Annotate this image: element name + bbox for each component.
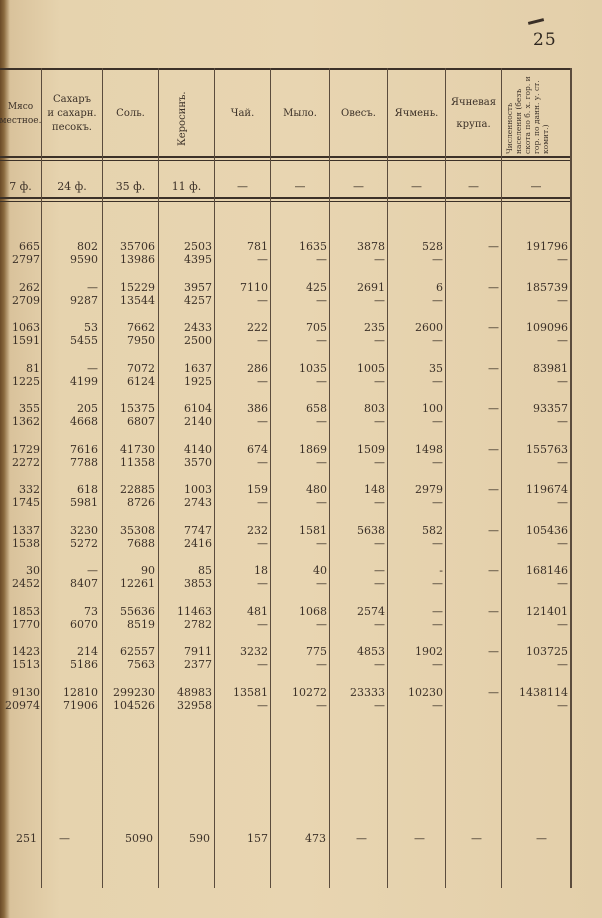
cell-salt-r12-l2: 104526 — [113, 698, 155, 712]
cell-salt-r3-l1: 7662 — [127, 321, 155, 334]
cell-barley-r11-l2: — — [432, 658, 443, 671]
footer-cell-oats: — — [356, 832, 367, 845]
cell-meat-r11-l1: 1423 — [12, 645, 40, 658]
cell-oats-r2-l2: — — [374, 293, 385, 307]
cell-population-r12-l1: 1438114 — [519, 685, 568, 699]
cell-soap-r2-l1: 425 — [306, 280, 327, 294]
cell-meat-r7-l2: 1745 — [12, 496, 40, 509]
cell-meat-r5-l2: 1362 — [12, 415, 40, 428]
cell-soap-r11-l1: 775 — [306, 645, 327, 658]
cell-barley-r1-l2: — — [432, 253, 443, 266]
cell-meat-r9-l1: 30 — [26, 564, 40, 577]
cell-oats-r1-l2: — — [374, 253, 385, 266]
cell-salt-r7-l2: 8726 — [127, 496, 155, 509]
cell-barley-groats-r12-l1: — — [488, 685, 499, 699]
cell-meat-r8-l2: 1538 — [12, 536, 40, 550]
cell-soap-r9-l2: — — [316, 577, 327, 590]
cell-barley-r12-l1: 10230 — [408, 685, 443, 699]
cell-soap-r10-l2: — — [316, 617, 327, 631]
cell-salt-r7-l1: 22885 — [120, 483, 155, 496]
cell-meat-r2-l2: 2709 — [12, 293, 40, 307]
units-bottom-border — [0, 197, 572, 199]
cell-sugar-r9-l1: — — [87, 564, 98, 577]
cell-population-r10-l1: 121401 — [526, 604, 568, 618]
cell-barley-r9-l2: — — [432, 577, 443, 590]
cell-barley-r1-l1: 528 — [422, 240, 443, 253]
cell-meat-r5-l1: 355 — [19, 402, 40, 415]
cell-sugar-r8-l1: 3230 — [70, 523, 98, 537]
unit-sugar: 24 ф. — [57, 180, 87, 193]
cell-barley-groats-r4-l1: — — [488, 361, 499, 375]
cell-population-r8-l2: — — [557, 536, 568, 550]
cell-kerosene-r9-l2: 3853 — [184, 577, 212, 590]
cell-barley-r4-l1: 35 — [429, 361, 443, 375]
cell-salt-r3-l2: 7950 — [127, 334, 155, 347]
cell-kerosene-r3-l2: 2500 — [184, 334, 212, 347]
cell-meat-r4-l1: 81 — [26, 361, 40, 375]
cell-salt-r4-l2: 6124 — [127, 374, 155, 388]
cell-tea-r10-l1: 481 — [247, 604, 268, 618]
unit-barley-groats: — — [468, 180, 479, 193]
cell-barley-r6-l2: — — [432, 455, 443, 469]
unit-salt: 35 ф. — [115, 180, 146, 193]
cell-tea-r9-l1: 18 — [254, 564, 268, 577]
unit-barley: — — [411, 180, 422, 193]
cell-barley-r12-l2: — — [432, 698, 443, 712]
unit-population: — — [530, 180, 542, 193]
cell-kerosene-r5-l1: 6104 — [184, 402, 212, 415]
cell-salt-r5-l2: 6807 — [127, 415, 155, 428]
cell-salt-r6-l1: 41730 — [120, 442, 155, 456]
unit-kerosene: 11 ф. — [171, 180, 202, 193]
cell-kerosene-r11-l1: 7911 — [184, 645, 212, 658]
cell-tea-r12-l1: 13581 — [233, 685, 268, 699]
cell-tea-r10-l2: — — [257, 617, 268, 631]
cell-barley-r3-l1: 2600 — [415, 321, 443, 334]
cell-kerosene-r11-l2: 2377 — [184, 658, 212, 671]
cell-meat-r1-l1: 665 — [19, 240, 40, 253]
cell-population-r9-l1: 168146 — [526, 564, 568, 577]
cell-sugar-r11-l1: 214 — [77, 645, 98, 658]
cell-population-r4-l1: 83981 — [533, 361, 568, 375]
cell-soap-r7-l1: 480 — [306, 483, 327, 496]
cell-oats-r1-l1: 3878 — [357, 240, 385, 253]
cell-sugar-r6-l2: 7788 — [70, 455, 98, 469]
cell-tea-r8-l2: — — [257, 536, 268, 550]
header-barley-groats: Ячневая крупа. — [450, 97, 497, 130]
cell-barley-r9-l1: - — [439, 564, 443, 577]
cell-sugar-r6-l1: 7616 — [70, 442, 98, 456]
cell-kerosene-r5-l2: 2140 — [184, 415, 212, 428]
cell-salt-r6-l2: 11358 — [120, 455, 155, 469]
cell-oats-r3-l1: 235 — [364, 321, 385, 334]
unit-oats: — — [353, 180, 364, 193]
cell-salt-r5-l1: 15375 — [120, 402, 155, 415]
cell-barley-r6-l1: 1498 — [415, 442, 443, 456]
cell-oats-r12-l1: 23333 — [350, 685, 385, 699]
table-top-border — [0, 68, 572, 70]
page-number: 25 — [533, 30, 557, 50]
cell-soap-r6-l2: — — [316, 455, 327, 469]
cell-meat-r11-l2: 1513 — [12, 658, 40, 671]
cell-tea-r4-l2: — — [257, 374, 268, 388]
cell-population-r8-l1: 105436 — [526, 523, 568, 537]
cell-population-r2-l2: — — [557, 293, 568, 307]
cell-population-r10-l2: — — [557, 617, 568, 631]
cell-salt-r2-l1: 15229 — [120, 280, 155, 294]
cell-salt-r11-l2: 7563 — [127, 658, 155, 671]
cell-soap-r6-l1: 1869 — [299, 442, 327, 456]
cell-soap-r10-l1: 1068 — [299, 604, 327, 618]
cell-kerosene-r4-l2: 1925 — [184, 374, 212, 388]
cell-population-r5-l2: — — [557, 415, 568, 428]
cell-tea-r11-l2: — — [257, 658, 268, 671]
cell-kerosene-r1-l1: 2503 — [184, 240, 212, 253]
cell-sugar-r4-l1: — — [87, 361, 98, 375]
cell-barley-groats-r7-l1: — — [488, 483, 499, 496]
cell-barley-r7-l1: 2979 — [415, 483, 443, 496]
cell-kerosene-r10-l1: 11463 — [177, 604, 212, 618]
cell-meat-r2-l1: 262 — [19, 280, 40, 294]
cell-sugar-r12-l2: 71906 — [63, 698, 98, 712]
cell-kerosene-r12-l1: 48983 — [177, 685, 212, 699]
cell-meat-r10-l2: 1770 — [12, 617, 40, 631]
cell-oats-r8-l2: — — [374, 536, 385, 550]
cell-soap-r2-l2: — — [316, 293, 327, 307]
ink-mark — [528, 18, 544, 25]
cell-barley-r5-l2: — — [432, 415, 443, 428]
cell-population-r11-l1: 103725 — [526, 645, 568, 658]
cell-oats-r12-l2: — — [374, 698, 385, 712]
cell-oats-r11-l1: 4853 — [357, 645, 385, 658]
unit-soap: — — [294, 180, 306, 193]
cell-barley-groats-r2-l1: — — [488, 280, 499, 294]
cell-sugar-r3-l2: 5455 — [70, 334, 98, 347]
cell-meat-r6-l2: 2272 — [12, 455, 40, 469]
cell-tea-r1-l1: 781 — [247, 240, 268, 253]
cell-population-r4-l2: — — [557, 374, 568, 388]
cell-oats-r11-l2: — — [374, 658, 385, 671]
cell-population-r11-l2: — — [557, 658, 568, 671]
cell-soap-r9-l1: 40 — [313, 564, 327, 577]
cell-salt-r2-l2: 13544 — [120, 293, 155, 307]
cell-oats-r5-l1: 803 — [364, 402, 385, 415]
col-sep-10 — [570, 68, 572, 888]
units-bottom-border-2 — [0, 201, 572, 202]
cell-soap-r8-l2: — — [316, 536, 327, 550]
cell-population-r3-l2: — — [557, 334, 568, 347]
cell-soap-r5-l2: — — [316, 415, 327, 428]
cell-population-r12-l2: — — [557, 698, 568, 712]
cell-salt-r9-l2: 12261 — [120, 577, 155, 590]
cell-population-r6-l2: — — [557, 455, 568, 469]
cell-barley-r10-l1: — — [432, 604, 443, 618]
header-bottom-border-2 — [0, 160, 572, 161]
cell-sugar-r2-l2: 9287 — [70, 293, 98, 307]
cell-kerosene-r2-l2: 4257 — [184, 293, 212, 307]
cell-population-r5-l1: 93357 — [533, 402, 568, 415]
cell-tea-r7-l1: 159 — [247, 483, 268, 496]
cell-kerosene-r9-l1: 85 — [198, 564, 212, 577]
footer-cell-sugar: — — [59, 832, 70, 845]
footer-cell-salt: 5090 — [125, 832, 153, 845]
cell-sugar-r7-l2: 5981 — [70, 496, 98, 509]
cell-sugar-r5-l1: 205 — [77, 402, 98, 415]
footer-cell-kerosene: 590 — [189, 832, 210, 845]
cell-salt-r11-l1: 62557 — [120, 645, 155, 658]
header-meat: Мясо местное. — [0, 102, 42, 126]
cell-tea-r2-l2: — — [257, 293, 268, 307]
cell-oats-r4-l1: 1005 — [357, 361, 385, 375]
header-sugar: Сахаръ и сахарн. песокъ. — [47, 94, 97, 133]
cell-meat-r3-l2: 1591 — [12, 334, 40, 347]
cell-soap-r3-l2: — — [316, 334, 327, 347]
cell-soap-r8-l1: 1581 — [299, 523, 327, 537]
cell-barley-r2-l2: — — [432, 293, 443, 307]
cell-sugar-r1-l2: 9590 — [70, 253, 98, 266]
cell-salt-r4-l1: 7072 — [127, 361, 155, 375]
cell-salt-r8-l1: 35308 — [120, 523, 155, 537]
cell-meat-r10-l1: 1853 — [12, 604, 40, 618]
cell-sugar-r10-l1: 73 — [84, 604, 98, 618]
cell-oats-r4-l2: — — [374, 374, 385, 388]
cell-kerosene-r1-l2: 4395 — [184, 253, 212, 266]
cell-tea-r5-l1: 386 — [247, 402, 268, 415]
footer-cell-barley: — — [414, 832, 425, 845]
cell-kerosene-r8-l2: 2416 — [184, 536, 212, 550]
footer-cell-soap: 473 — [305, 832, 326, 845]
header-bottom-border — [0, 156, 572, 158]
cell-population-r9-l2: — — [557, 577, 568, 590]
cell-kerosene-r7-l1: 1003 — [184, 483, 212, 496]
cell-oats-r10-l2: — — [374, 617, 385, 631]
cell-soap-r12-l2: — — [316, 698, 327, 712]
cell-oats-r10-l1: 2574 — [357, 604, 385, 618]
cell-salt-r1-l1: 35706 — [120, 240, 155, 253]
cell-barley-groats-r3-l1: — — [488, 321, 499, 334]
cell-oats-r7-l2: — — [374, 496, 385, 509]
cell-sugar-r1-l1: 802 — [77, 240, 98, 253]
cell-kerosene-r7-l2: 2743 — [184, 496, 212, 509]
cell-tea-r6-l1: 674 — [247, 442, 268, 456]
footer-cell-meat: 251 — [16, 832, 37, 845]
header-soap: Мыло. — [283, 108, 317, 119]
cell-population-r6-l1: 155763 — [526, 442, 568, 456]
cell-salt-r9-l1: 90 — [141, 564, 155, 577]
cell-population-r7-l1: 119674 — [526, 483, 568, 496]
cell-barley-groats-r11-l1: — — [488, 645, 499, 658]
cell-barley-r8-l2: — — [432, 536, 443, 550]
cell-kerosene-r6-l1: 4140 — [184, 442, 212, 456]
cell-barley-r11-l1: 1902 — [415, 645, 443, 658]
cell-soap-r4-l1: 1035 — [299, 361, 327, 375]
header-tea: Чай. — [230, 108, 255, 119]
cell-sugar-r4-l2: 4199 — [70, 374, 98, 388]
footer-cell-population: — — [536, 832, 547, 845]
cell-population-r3-l1: 109096 — [526, 321, 568, 334]
cell-salt-r1-l2: 13986 — [120, 253, 155, 266]
cell-population-r2-l1: 185739 — [526, 280, 568, 294]
cell-kerosene-r4-l1: 1637 — [184, 361, 212, 375]
cell-oats-r6-l1: 1509 — [357, 442, 385, 456]
cell-barley-groats-r6-l1: — — [488, 442, 499, 456]
cell-tea-r6-l2: — — [257, 455, 268, 469]
cell-barley-groats-r8-l1: — — [488, 523, 499, 537]
cell-soap-r5-l1: 658 — [306, 402, 327, 415]
unit-tea: — — [237, 180, 248, 193]
unit-meat: 7 ф. — [9, 180, 32, 193]
cell-tea-r1-l2: — — [257, 253, 268, 266]
cell-barley-r4-l2: — — [432, 374, 443, 388]
cell-barley-groats-r9-l1: — — [488, 564, 499, 577]
cell-kerosene-r10-l2: 2782 — [184, 617, 212, 631]
header-kerosene: Керосинъ. — [177, 91, 188, 146]
header-population: Численность населения (безъ скота по б. х. гор. и гор. по данн. у. ст. комит.) — [505, 76, 550, 154]
cell-tea-r9-l2: — — [257, 577, 268, 590]
cell-sugar-r10-l2: 6070 — [70, 617, 98, 631]
cell-tea-r7-l2: — — [257, 496, 268, 509]
cell-salt-r12-l1: 299230 — [113, 685, 155, 699]
cell-salt-r10-l1: 55636 — [120, 604, 155, 618]
cell-soap-r4-l2: — — [316, 374, 327, 388]
cell-tea-r11-l1: 3232 — [240, 645, 268, 658]
cell-barley-r3-l2: — — [432, 334, 443, 347]
footer-cell-tea: 157 — [247, 832, 268, 845]
cell-barley-r2-l1: 6 — [436, 280, 443, 294]
cell-meat-r6-l1: 1729 — [12, 442, 40, 456]
cell-meat-r7-l1: 332 — [19, 483, 40, 496]
cell-oats-r3-l2: — — [374, 334, 385, 347]
cell-oats-r2-l1: 2691 — [357, 280, 385, 294]
cell-kerosene-r8-l1: 7747 — [184, 523, 212, 537]
header-salt: Соль. — [116, 108, 145, 119]
cell-tea-r2-l1: 7110 — [240, 280, 268, 294]
cell-meat-r8-l1: 1337 — [12, 523, 40, 537]
cell-soap-r11-l2: — — [316, 658, 327, 671]
cell-barley-r10-l2: — — [432, 617, 443, 631]
cell-sugar-r12-l1: 12810 — [63, 685, 98, 699]
cell-tea-r5-l2: — — [257, 415, 268, 428]
cell-meat-r9-l2: 2452 — [12, 577, 40, 590]
cell-barley-groats-r10-l1: — — [488, 604, 499, 618]
cell-tea-r3-l2: — — [257, 334, 268, 347]
cell-sugar-r7-l1: 618 — [77, 483, 98, 496]
cell-meat-r3-l1: 1063 — [12, 321, 40, 334]
cell-tea-r12-l2: — — [257, 698, 268, 712]
cell-tea-r8-l1: 232 — [247, 523, 268, 537]
cell-barley-groats-r1-l1: — — [488, 240, 499, 253]
cell-soap-r1-l2: — — [316, 253, 327, 266]
cell-oats-r6-l2: — — [374, 455, 385, 469]
header-oats: Овесъ. — [341, 108, 376, 119]
cell-oats-r7-l1: 148 — [364, 483, 385, 496]
cell-barley-r8-l1: 582 — [422, 523, 443, 537]
cell-tea-r4-l1: 286 — [247, 361, 268, 375]
footer-cell-barley-groats: — — [471, 832, 482, 845]
cell-sugar-r3-l1: 53 — [84, 321, 98, 334]
cell-barley-groats-r5-l1: — — [488, 402, 499, 415]
cell-oats-r9-l2: — — [374, 577, 385, 590]
cell-sugar-r5-l2: 4668 — [70, 415, 98, 428]
header-barley: Ячмень. — [394, 108, 439, 119]
cell-kerosene-r3-l1: 2433 — [184, 321, 212, 334]
cell-salt-r10-l2: 8519 — [127, 617, 155, 631]
cell-oats-r9-l1: — — [374, 564, 385, 577]
cell-oats-r5-l2: — — [374, 415, 385, 428]
cell-soap-r12-l1: 10272 — [292, 685, 327, 699]
cell-meat-r4-l2: 1225 — [12, 374, 40, 388]
cell-population-r7-l2: — — [557, 496, 568, 509]
cell-barley-r7-l2: — — [432, 496, 443, 509]
cell-meat-r12-l2: 20974 — [5, 698, 40, 712]
cell-oats-r8-l1: 5638 — [357, 523, 385, 537]
cell-sugar-r2-l1: — — [87, 280, 98, 294]
cell-kerosene-r12-l2: 32958 — [177, 698, 212, 712]
cell-population-r1-l2: — — [557, 253, 568, 266]
cell-sugar-r11-l2: 5186 — [70, 658, 98, 671]
cell-meat-r1-l2: 2797 — [12, 253, 40, 266]
cell-sugar-r9-l2: 8407 — [70, 577, 98, 590]
cell-soap-r1-l1: 1635 — [299, 240, 327, 253]
cell-tea-r3-l1: 222 — [247, 321, 268, 334]
cell-kerosene-r6-l2: 3570 — [184, 455, 212, 469]
cell-salt-r8-l2: 7688 — [127, 536, 155, 550]
cell-barley-r5-l1: 100 — [422, 402, 443, 415]
cell-sugar-r8-l2: 5272 — [70, 536, 98, 550]
cell-population-r1-l1: 191796 — [526, 240, 568, 253]
cell-meat-r12-l1: 9130 — [12, 685, 40, 699]
cell-soap-r7-l2: — — [316, 496, 327, 509]
cell-kerosene-r2-l1: 3957 — [184, 280, 212, 294]
cell-soap-r3-l1: 705 — [306, 321, 327, 334]
